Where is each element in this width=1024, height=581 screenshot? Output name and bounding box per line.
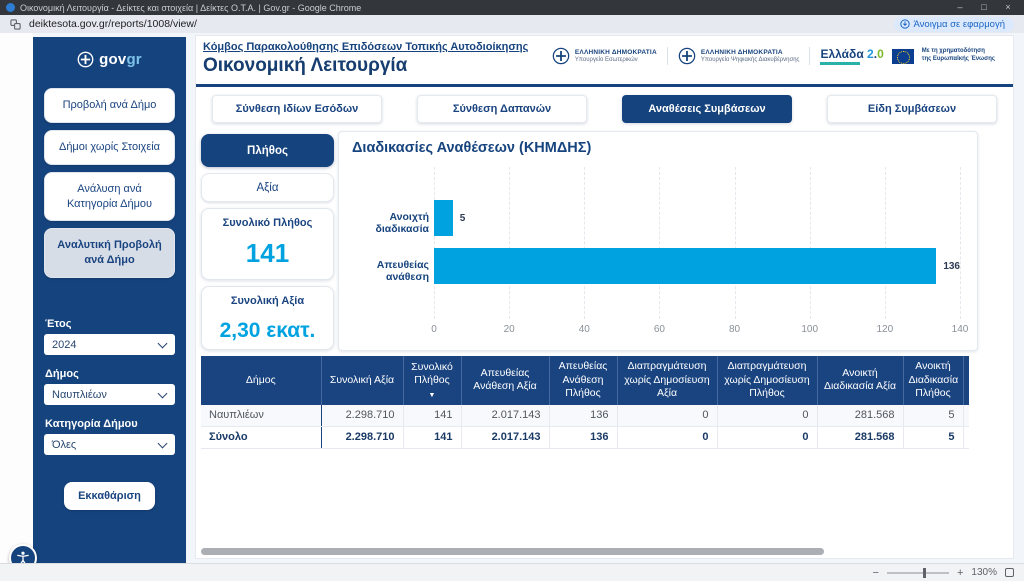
col-spacer (963, 356, 969, 405)
eu-flag-icon (892, 49, 914, 64)
year-select[interactable] (44, 334, 175, 355)
total-value-card (201, 286, 334, 350)
total-value-value: 2,30 εκατ. (219, 319, 316, 342)
greece20-underline (820, 62, 860, 65)
ministry-line1: ΕΛΛΗΝΙΚΗ ΔΗΜΟΚΡΑΤΙΑ (574, 49, 657, 56)
greece20-2: 2 (867, 47, 874, 61)
tab-switcher-icon[interactable] (10, 19, 21, 30)
x-tick-label: 0 (431, 324, 437, 335)
govgr-logo (44, 51, 175, 68)
gridline (810, 167, 811, 319)
cell-municipality: Ναυπλιέων (201, 405, 321, 427)
x-tick-label: 20 (503, 324, 515, 335)
cell-value: 2.017.143 (461, 426, 549, 448)
category-select[interactable] (44, 434, 175, 455)
cell-value: 0 (717, 426, 817, 448)
cell-value: 281.568 (817, 426, 903, 448)
sidebar-item-provoli-ana-dimo[interactable]: Προβολή ανά Δήμο (44, 88, 175, 123)
col-anoikti-plithos[interactable]: Ανοικτή Διαδικασία Πλήθος (903, 356, 963, 405)
bar-fill (434, 200, 453, 236)
close-button[interactable]: × (1005, 2, 1011, 12)
municipality-select-value: Ναυπλιέων (52, 388, 107, 401)
ministry-digital-logo (678, 47, 811, 65)
open-in-app-label: Άνοιγμα σε εφαρμογή (913, 18, 1005, 30)
tab-synthesi-idion-esodon[interactable]: Σύνθεση Ιδίων Εσόδων (212, 95, 382, 123)
toggle-plithos-button[interactable]: Πλήθος (201, 134, 334, 167)
eu-funding-line2: της Ευρωπαϊκής Ένωσης (921, 56, 995, 62)
col-diapragmatefsi-plithos[interactable]: Διαπραγμάτευση χωρίς Δημοσίευση Πλήθος (717, 356, 817, 405)
window-title: Οικονομική Λειτουργία - Δείκτες και στοιχεία | Δείκτες Ο.Τ.Α. | Gov.gr - Google Chrome (20, 2, 362, 13)
year-select-value: 2024 (52, 338, 77, 351)
table-header-row (201, 356, 969, 405)
header-divider (196, 84, 1013, 87)
total-count-card (201, 208, 334, 280)
cell-value: 2.298.710 (321, 426, 403, 448)
zoom-out-button[interactable]: − (872, 566, 879, 579)
greece20-text: Ελλάδα (820, 47, 864, 61)
chevron-down-icon (158, 439, 168, 449)
col-anoikti-axia[interactable]: Ανοικτή Διαδικασία Αξία (817, 356, 903, 405)
cell-value: 281.568 (817, 405, 903, 427)
cell-value: 141 (403, 405, 461, 427)
cell-value: 0 (617, 426, 717, 448)
cell-spacer (963, 426, 969, 448)
gridline (584, 167, 585, 319)
tab-synthesi-dapanon[interactable]: Σύνθεση Δαπανών (417, 95, 587, 123)
col-apeftheias-axia[interactable]: Απευθείας Ανάθεση Αξία (461, 356, 549, 405)
sidebar-item-analytiki-provoli[interactable]: Αναλυτική Προβολή ανά Δήμο (44, 228, 175, 278)
greek-emblem-icon (678, 47, 696, 65)
ministry-line2: Υπουργείο Εσωτερικών (574, 57, 638, 63)
address-input[interactable]: deiktesota.gov.gr/reports/1008/view/ (29, 18, 197, 30)
cell-value: 136 (549, 405, 617, 427)
category-select-value: Όλες (52, 438, 77, 451)
chart-plot (434, 167, 960, 319)
cell-value: 0 (717, 405, 817, 427)
total-value-label: Συνολική Αξία (230, 295, 305, 307)
sidebar-item-dimoi-xoris-stoixeia[interactable]: Δήμοι χωρίς Στοιχεία (44, 130, 175, 165)
maximize-button[interactable]: □ (981, 2, 987, 12)
cell-value: 141 (403, 426, 461, 448)
gridline (960, 167, 961, 319)
chart-card (338, 131, 978, 351)
favicon (6, 3, 15, 12)
total-count-label: Συνολικό Πλήθος (222, 217, 313, 229)
fullscreen-icon[interactable] (1005, 568, 1014, 577)
breadcrumb-link[interactable]: Κόμβος Παρακολούθησης Επιδόσεων Τοπικής Αυτοδιοίκησης (203, 41, 529, 53)
open-in-app-button[interactable] (894, 17, 1015, 32)
page-title: Οικονομική Λειτουργία (203, 55, 408, 76)
cell-total-label: Σύνολο (201, 426, 321, 448)
bar-value-label: 136 (943, 260, 960, 272)
col-synoliki-axia[interactable]: Συνολική Αξία (321, 356, 403, 405)
greek-emblem-icon (552, 47, 570, 65)
chart-category-label: Απευθείας ανάθεση (376, 259, 429, 283)
filter-category-label: Κατηγορία Δήμου (45, 418, 138, 431)
total-count-value: 141 (245, 238, 290, 268)
x-tick-label: 140 (951, 324, 969, 335)
sort-desc-icon[interactable]: ▼ (428, 392, 436, 400)
sidebar-item-analysi-ana-katigoria[interactable]: Ανάλυση ανά Κατηγορία Δήμου (44, 172, 175, 222)
x-tick-label: 80 (729, 324, 741, 335)
minimize-button[interactable]: – (957, 2, 963, 12)
ministry-line1: ΕΛΛΗΝΙΚΗ ΔΗΜΟΚΡΑΤΙΑ (700, 49, 783, 56)
gridline (885, 167, 886, 319)
cell-value: 136 (549, 426, 617, 448)
filter-year-label: Έτος (45, 318, 72, 331)
table-row[interactable] (201, 405, 969, 427)
sidebar (33, 37, 186, 572)
cell-value: 2.017.143 (461, 405, 549, 427)
results-table (201, 356, 969, 449)
greece20-0: 0 (877, 47, 884, 61)
bar-fill (434, 248, 936, 284)
horizontal-scrollbar[interactable] (201, 548, 824, 555)
chart-bar-open-procedure[interactable] (434, 200, 960, 236)
x-tick-label: 120 (876, 324, 894, 335)
report-tabs (196, 94, 1013, 124)
zoom-slider-handle[interactable] (923, 568, 926, 578)
status-bar (0, 563, 1024, 581)
col-synoliko-plithos-label: Συνολικό Πλήθος (411, 360, 453, 387)
left-gutter (0, 33, 33, 563)
col-synoliko-plithos[interactable] (403, 356, 461, 405)
chart-title: Διαδικασίες Αναθέσεων (ΚΗΜΔΗΣ) (352, 140, 592, 156)
bar-value-label: 5 (459, 212, 466, 224)
toggle-axia-button[interactable]: Αξία (201, 173, 334, 202)
col-dimos[interactable]: Δήμος (201, 356, 321, 405)
greek-emblem-icon (77, 51, 94, 68)
chart-bar-direct-award[interactable] (434, 248, 960, 284)
gridline (659, 167, 660, 319)
logo-gr-text: gr (126, 51, 142, 68)
x-tick-label: 100 (801, 324, 819, 335)
gridline (509, 167, 510, 319)
chart-xticks (431, 324, 969, 338)
greece20-dot: . (873, 47, 878, 61)
greece-2-0-logo (820, 47, 995, 65)
ministry-line2: Υπουργείο Ψηφιακής Διακυβέρνησης (700, 57, 800, 63)
ministry-interior-logo (552, 47, 668, 65)
logo-gov-text: gov (99, 51, 127, 68)
chart-category-label: Ανοιχτή διαδικασία (375, 211, 429, 235)
municipality-select[interactable] (44, 384, 175, 405)
chevron-down-icon (158, 339, 168, 349)
eu-funding-line1: Με τη χρηματοδότηση (921, 48, 985, 55)
chevron-down-icon (158, 389, 168, 399)
main-panel (195, 35, 1014, 559)
cell-value: 5 (903, 405, 963, 427)
browser-titlebar (0, 0, 1024, 15)
tab-anatheseis-symvaseon[interactable]: Αναθέσεις Συμβάσεων (622, 95, 792, 123)
zoom-level: 130% (971, 567, 997, 578)
zoom-slider[interactable] (887, 572, 949, 574)
zoom-in-button[interactable]: + (956, 566, 964, 579)
cell-value: 0 (617, 405, 717, 427)
url-bar (0, 15, 1024, 34)
gridline (735, 167, 736, 319)
header-logos (552, 47, 995, 65)
clear-filters-button[interactable]: Εκκαθάριση (64, 482, 155, 510)
cell-spacer (963, 405, 969, 427)
col-apeftheias-plithos[interactable]: Απευθείας Ανάθεση Πλήθος (549, 356, 617, 405)
install-app-icon (900, 19, 910, 29)
tab-eidi-symvaseon[interactable]: Είδη Συμβάσεων (827, 95, 997, 123)
filter-municipality-label: Δήμος (45, 368, 79, 381)
cell-value: 5 (903, 426, 963, 448)
cell-value: 2.298.710 (321, 405, 403, 427)
table-total-row (201, 426, 969, 448)
col-diapragmatefsi-axia[interactable]: Διαπραγμάτευση χωρίς Δημοσίευση Αξία (617, 356, 717, 405)
x-tick-label: 60 (653, 324, 665, 335)
gridline (434, 167, 435, 319)
x-tick-label: 40 (578, 324, 590, 335)
